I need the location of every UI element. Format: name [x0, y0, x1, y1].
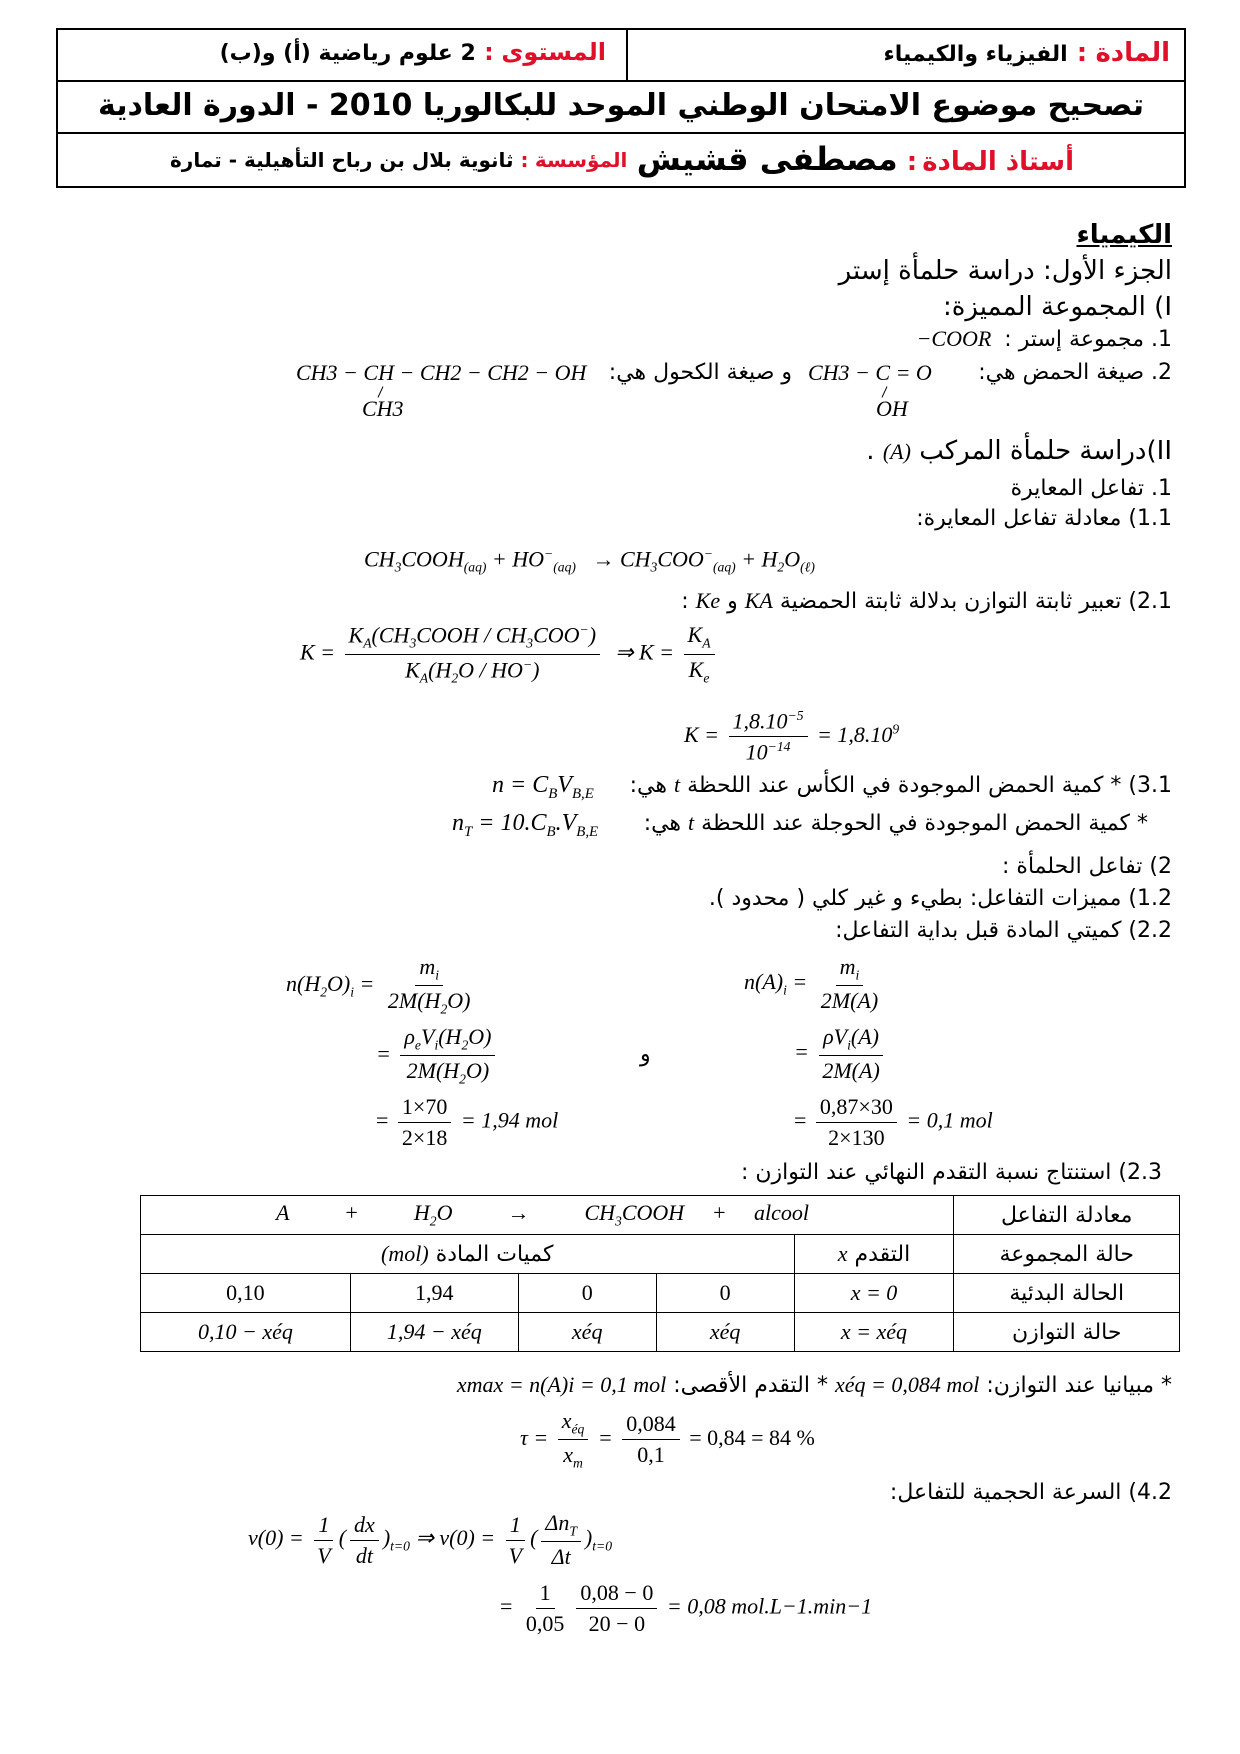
table-equilibrium-label: حالة التوازن [954, 1313, 1180, 1352]
s12-line: 2.1) تعبير ثابتة التوازن بدلالة ثابتة الحمضية KA و Ke : [681, 588, 1172, 614]
nA-line1: $n(A)_i$ = $\frac{m_i}{2M(A)}$ [744, 954, 879, 1014]
header-divider [626, 30, 628, 80]
acid-oh: OH [876, 396, 908, 421]
n-beaker: $n = C_BV_{B,E}$ [492, 772, 594, 802]
header-row-2 [58, 82, 1184, 134]
table-adv-cell [794, 1235, 954, 1274]
II-title: II)دراسة حلمأة المركب (A) . [866, 436, 1172, 466]
table-cell: 0 [656, 1274, 794, 1313]
table-cell: 1,94 [350, 1274, 518, 1313]
page-title: تصحيح موضوع الامتحان الوطني الموحد للبكالوريا 2010 - الدورة العادية [98, 88, 1144, 123]
table-qty-unit: (mol) [381, 1241, 429, 1266]
s13-line2-end: هي: [643, 811, 682, 836]
school-label: المؤسسة [534, 148, 628, 172]
table-qty-cell [141, 1235, 795, 1274]
header-row-3 [58, 134, 1184, 186]
table-cell: 0,10 [141, 1274, 351, 1313]
table-initial-x: x = 0 [794, 1274, 954, 1313]
header-box [56, 28, 1186, 188]
progress-table [140, 1195, 1180, 1352]
table-row-equilibrium [141, 1313, 1180, 1352]
s12-ke: Ke [695, 588, 721, 613]
nH2O-line1: $n(H_2O)_i$ = $\frac{m_i}{2M(H_2O)}$ [286, 954, 471, 1017]
xeq-value: xéq = 0,084 mol [834, 1372, 980, 1397]
nA-result: = 0,1 mol [906, 1107, 993, 1133]
subject: المادة : الفيزياء والكيمياء [883, 38, 1170, 68]
s21-title: 1.2) مميزات التفاعل: بطيء و غير كلي ( محدود ). [708, 886, 1172, 911]
K-expression: K = $\frac{K_A(CH_3COOH / CH_3COO^-)}{K_A(H_2O / HO^-)}$ ⇒ K = $\frac{K_A}{K_e}$ [300, 622, 719, 686]
s1-title: 1. تفاعل المعايرة [1010, 476, 1172, 501]
table-equation: A + $H_2O$ → $CH_3COOH$ + alcool [141, 1196, 954, 1235]
group-I-title: I) المجموعة المميزة: [942, 292, 1172, 322]
xmax-label: * التقدم الأقصى: [673, 1373, 828, 1398]
II-compound: (A) [882, 439, 911, 464]
II-title-text: II)دراسة حلمأة المركب [919, 436, 1172, 466]
subject-value: الفيزياء والكيمياء [883, 42, 1068, 67]
teacher: أستاذ المادة : مصطفى قشيش [636, 140, 1074, 178]
table-adv-label: التقدم [854, 1242, 911, 1267]
table-cell: xéq [656, 1313, 794, 1352]
nA-line2: = $\frac{\rho V_i(A)}{2M(A)}$ [794, 1024, 888, 1084]
table-row-initial [141, 1274, 1180, 1313]
nH2O-line3: = $\frac{1\times 70}{2\times 18}$ = 1,94 mol [376, 1094, 559, 1150]
xeq-label: * مبيانيا عند التوازن: [986, 1373, 1172, 1398]
level-value: 2 علوم رياضية (أ) و(ب) [219, 41, 476, 66]
q2-and: و صيغة الكحول هي: [608, 360, 792, 385]
q1-formula: −COOR [916, 326, 992, 351]
part1-title: الجزء الأول: دراسة حلمأة إستر [838, 256, 1172, 286]
header-row-1 [58, 30, 1184, 82]
tau-expression: τ = $\frac{x_{éq}}{x_m}$ = $\frac{0,084}{0,1}$ = 0,84 = 84 % [520, 1408, 815, 1471]
xeq-line [457, 1372, 1172, 1398]
level-label: المستوى [501, 38, 606, 66]
table-row-header [141, 1235, 1180, 1274]
and-word: و [640, 1042, 651, 1067]
s13-line2-text: * كمية الحمض الموجودة في الحوجلة عند اللحظة [701, 811, 1148, 836]
section-title: الكيمياء [1076, 220, 1172, 250]
table-cell: 1,94 − xéq [350, 1313, 518, 1352]
s23-title: 2.3) استنتاج نسبة التقدم النهائي عند التوازن : [740, 1160, 1162, 1185]
s24-title: 4.2) السرعة الحجمية للتفاعل: [889, 1480, 1172, 1505]
speed-result: = 0,08 mol.L−1.min−1 [666, 1593, 873, 1619]
q1-line [917, 326, 1172, 352]
q2-text: 2. صيغة الحمض هي: [978, 360, 1172, 385]
tau-result: = 0,84 = 84 % [689, 1424, 815, 1450]
s12-and: و [727, 589, 738, 614]
s2-title: 2) تفاعل الحلمأة : [1002, 854, 1172, 879]
speed-value: = $\frac{1}{0,05}$ $\frac{0,08 - 0}{20 - 0}$ = 0,08 mol.L−1.min−1 [500, 1580, 873, 1636]
nA-line3: = $\frac{0,87\times 30}{2\times 130}$ = 0,1 mol [794, 1094, 993, 1150]
nH2O-result: = 1,94 mol [460, 1107, 559, 1133]
xmax-value: xmax = n(A)i = 0,1 mol [456, 1372, 667, 1397]
s13-line1: 3.1) * كمية الحمض الموجودة في الكأس عند اللحظة t هي: [629, 772, 1172, 798]
s22-title: 2.2) كميتي المادة قبل بداية التفاعل: [835, 918, 1172, 943]
teacher-name: مصطفى قشيش [636, 140, 898, 178]
n-flask: $n_T = 10.C_B.V_{B,E}$ [452, 810, 599, 840]
school: المؤسسة : ثانوية بلال بن رباح التأهيلية - تمارة [170, 148, 628, 172]
K-value: K = $\frac{1,8.10^{-5}}{10^{-14}}$ = $1,8.10^9$ [684, 708, 900, 765]
s12-title: 2.1) تعبير ثابتة التوازن بدلالة ثابتة الحمضية [779, 589, 1172, 614]
table-adv-var: x [837, 1241, 848, 1266]
table-state-label: حالة المجموعة [954, 1235, 1180, 1274]
table-row-equation [141, 1196, 1180, 1235]
nH2O-line2: = $\frac{\rho_eV_i(H_2O)}{2M(H_2O)}$ [376, 1024, 499, 1088]
level: المستوى : 2 علوم رياضية (أ) و(ب) [219, 38, 606, 66]
teacher-label: أستاذ المادة [922, 147, 1074, 177]
speed-expression: v(0) = $\frac{1}{V}$ ( $\frac{dx}{dt}$ )$_{t=0}$ ⇒ v(0) = $\frac{1}{V}$ ( $\frac{\Delta n_T}{\Delta t}$ )$_{t=0}$ [248, 1510, 613, 1570]
table-qty-label: كميات المادة [435, 1242, 554, 1267]
s13-line1-text: 3.1) * كمية الحمض الموجودة في الكأس عند اللحظة [687, 773, 1172, 798]
acid-formula: CH3 − C = O [808, 360, 932, 385]
s13-line1-end: هي: [629, 773, 667, 798]
table-eq-label: معادلة التفاعل [954, 1196, 1180, 1235]
s12-ka: KA [744, 588, 773, 613]
q1-text: 1. مجموعة إستر : [1004, 327, 1172, 352]
s13-line2: * كمية الحمض الموجودة في الحوجلة عند اللحظة t هي: [643, 810, 1148, 836]
alcohol-branch: CH3 [362, 396, 404, 421]
school-value: ثانوية بلال بن رباح التأهيلية - تمارة [170, 148, 514, 172]
table-initial-label: الحالة البدئية [954, 1274, 1180, 1313]
subject-label: المادة [1095, 38, 1170, 68]
table-cell: 0,10 − xéq [141, 1313, 351, 1352]
table-cell: 0 [518, 1274, 656, 1313]
s11-title: 1.1) معادلة تفاعل المعايرة: [916, 506, 1172, 531]
table-cell: xéq [518, 1313, 656, 1352]
alcohol-formula: CH3 − CH − CH2 − CH2 − OH [296, 360, 587, 385]
titration-equation: $CH_3COOH_{(aq)} + HO^-_{(aq)} \to CH_3COO^-_{(aq)} + H_2O_{(\ell)}$ [364, 546, 815, 575]
table-equilibrium-x: x = xéq [794, 1313, 954, 1352]
